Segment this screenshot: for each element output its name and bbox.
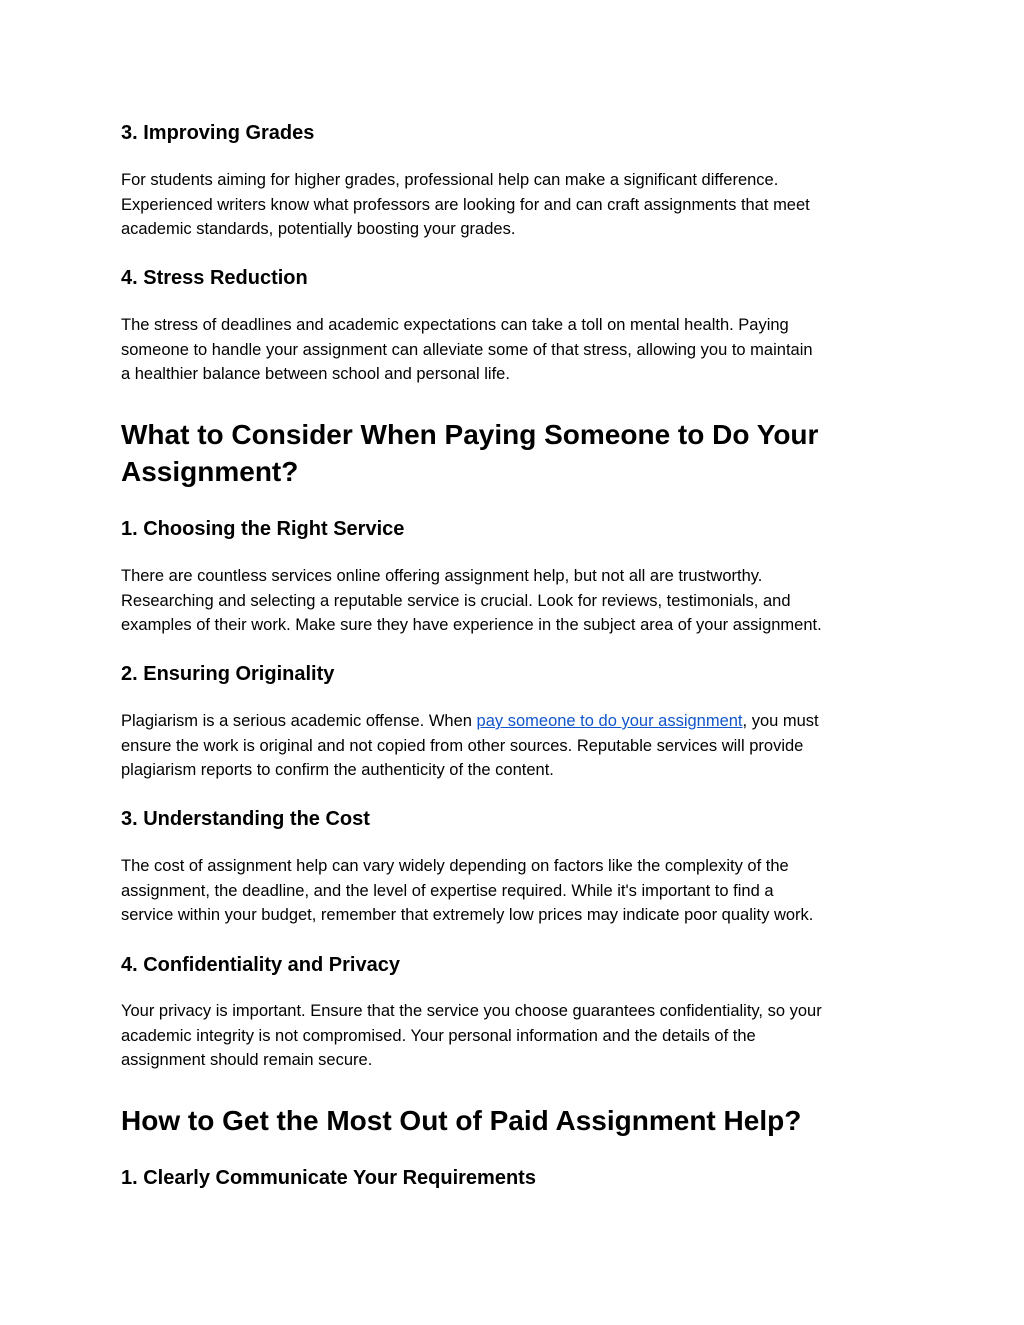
heading-confidentiality-privacy: 4. Confidentiality and Privacy bbox=[121, 954, 400, 976]
paragraph-line: plagiarism reports to confirm the authenticity of the content. bbox=[121, 761, 554, 779]
heading-understanding-cost: 3. Understanding the Cost bbox=[121, 808, 370, 830]
paragraph-line: assignment should remain secure. bbox=[121, 1051, 373, 1069]
paragraph-improving-grades bbox=[121, 168, 911, 242]
paragraph-line: academic standards, potentially boosting your grades. bbox=[121, 220, 516, 238]
heading-communicate-requirements: 1. Clearly Communicate Your Requirements bbox=[121, 1167, 536, 1189]
paragraph-line: The cost of assignment help can vary widely depending on factors like the complexity of the bbox=[121, 857, 789, 875]
paragraph-line: Researching and selecting a reputable service is crucial. Look for reviews, testimonials, and bbox=[121, 591, 791, 610]
paragraph-line: Experienced writers know what professors are looking for and can craft assignments that meet bbox=[121, 195, 810, 214]
heading-what-to-consider bbox=[121, 416, 911, 490]
paragraph-understanding-cost bbox=[121, 854, 911, 928]
paragraph-line: For students aiming for higher grades, professional help can make a significant difference. bbox=[121, 171, 779, 189]
heading-line: What to Consider When Paying Someone to Do Your bbox=[121, 419, 819, 450]
paragraph-line: assignment, the deadline, and the level of expertise required. While it's important to find a bbox=[121, 881, 774, 900]
pay-someone-link[interactable]: pay someone to do your assignment bbox=[476, 712, 743, 730]
paragraph-line bbox=[121, 709, 911, 734]
paragraph-choosing-service bbox=[121, 564, 911, 638]
text-before-link: Plagiarism is a serious academic offense. When bbox=[121, 712, 477, 730]
paragraph-line: academic integrity is not compromised. Your personal information and the details of the bbox=[121, 1026, 756, 1045]
paragraph-stress-reduction bbox=[121, 313, 911, 387]
paragraph-ensuring-originality bbox=[121, 709, 911, 783]
paragraph-confidentiality-privacy bbox=[121, 999, 911, 1073]
paragraph-line: examples of their work. Make sure they have experience in the subject area of your assignment. bbox=[121, 616, 822, 634]
paragraph-line: ensure the work is original and not copied from other sources. Reputable services will provide bbox=[121, 736, 804, 755]
heading-most-out-of-help: How to Get the Most Out of Paid Assignment Help? bbox=[121, 1105, 802, 1136]
heading-ensuring-originality: 2. Ensuring Originality bbox=[121, 663, 335, 685]
paragraph-line: service within your budget, remember that extremely low prices may indicate poor quality work. bbox=[121, 906, 814, 924]
paragraph-line: There are countless services online offering assignment help, but not all are trustworthy. bbox=[121, 567, 763, 585]
heading-stress-reduction: 4. Stress Reduction bbox=[121, 267, 308, 289]
paragraph-line: someone to handle your assignment can alleviate some of that stress, allowing you to maintain bbox=[121, 340, 813, 359]
text-after-link: , you must bbox=[742, 712, 819, 730]
paragraph-line: a healthier balance between school and personal life. bbox=[121, 365, 510, 383]
heading-line: Assignment? bbox=[121, 456, 299, 487]
paragraph-line: Your privacy is important. Ensure that the service you choose guarantees confidentiality, so your bbox=[121, 1002, 822, 1020]
heading-choosing-service: 1. Choosing the Right Service bbox=[121, 518, 405, 540]
heading-improving-grades: 3. Improving Grades bbox=[121, 122, 315, 144]
paragraph-line: The stress of deadlines and academic expectations can take a toll on mental health. Paying bbox=[121, 316, 789, 334]
